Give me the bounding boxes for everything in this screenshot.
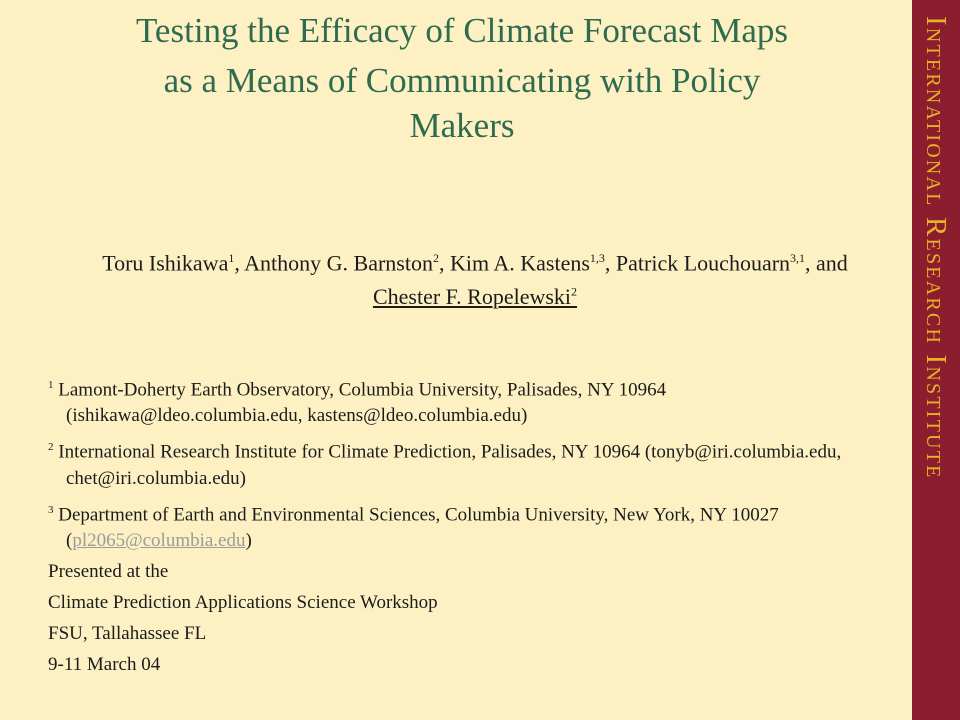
author-name: , Patrick Louchouarn	[604, 250, 791, 276]
author-name: Chester F. Ropelewski	[372, 283, 572, 309]
date-line: 9-11 March 04	[48, 653, 161, 675]
institute-name-vertical: International Research Institute	[920, 16, 952, 480]
affiliation-2	[48, 434, 898, 491]
author-affiliation-marker: 1	[228, 251, 235, 265]
location-line: FSU, Tallahassee FL	[48, 622, 207, 644]
author-separator: , and	[805, 250, 848, 276]
workshop-name-line: Climate Prediction Applications Science Workshop	[48, 591, 438, 613]
affiliation-text: Department of Earth and Environmental Sciences, Columbia University, New York, NY 10027 (	[53, 503, 779, 551]
title-line-1: Testing the Efficacy of Climate Forecast Maps	[136, 11, 788, 50]
affiliation-number: 1	[48, 379, 54, 391]
affiliation-text: Lamont-Doherty Earth Observatory, Columbia University, Palisades, NY 10964 (ishikawa@ldeo.columbia.edu, kastens@ldeo.columbia.edu)	[53, 379, 667, 427]
author-affiliation-marker: 2	[571, 284, 578, 299]
author-affiliation-marker: 3,1	[790, 251, 806, 265]
affiliation-number: 2	[48, 441, 54, 454]
author-name-link[interactable]	[373, 284, 577, 309]
author-list	[80, 244, 870, 311]
affiliations-block	[48, 372, 898, 683]
affiliation-number: 3	[48, 503, 54, 516]
affiliation-3	[48, 497, 898, 554]
institute-sidebar	[912, 0, 960, 720]
affiliation-text: International Research Institute for Climate Prediction, Palisades, NY 10964 (tonyb@iri.columbia.edu, chet@iri.columbia.edu)	[53, 441, 842, 489]
author-name: Toru Ishikawa	[102, 250, 229, 276]
author-affiliation-marker: 1,3	[589, 251, 605, 265]
author-name: , Kim A. Kastens	[438, 250, 590, 276]
affiliation-1	[48, 372, 898, 429]
author-name: , Anthony G. Barnston	[234, 250, 433, 276]
presented-at-line: Presented at the	[48, 560, 169, 582]
slide-title	[40, 6, 884, 146]
affiliation-text: )	[245, 529, 252, 551]
title-line-2: as a Means of Communicating with Policy	[163, 61, 761, 100]
title-line-3: Makers	[409, 106, 515, 145]
author-affiliation-marker: 2	[432, 251, 439, 265]
email-link[interactable]: pl2065@columbia.edu	[72, 529, 246, 551]
